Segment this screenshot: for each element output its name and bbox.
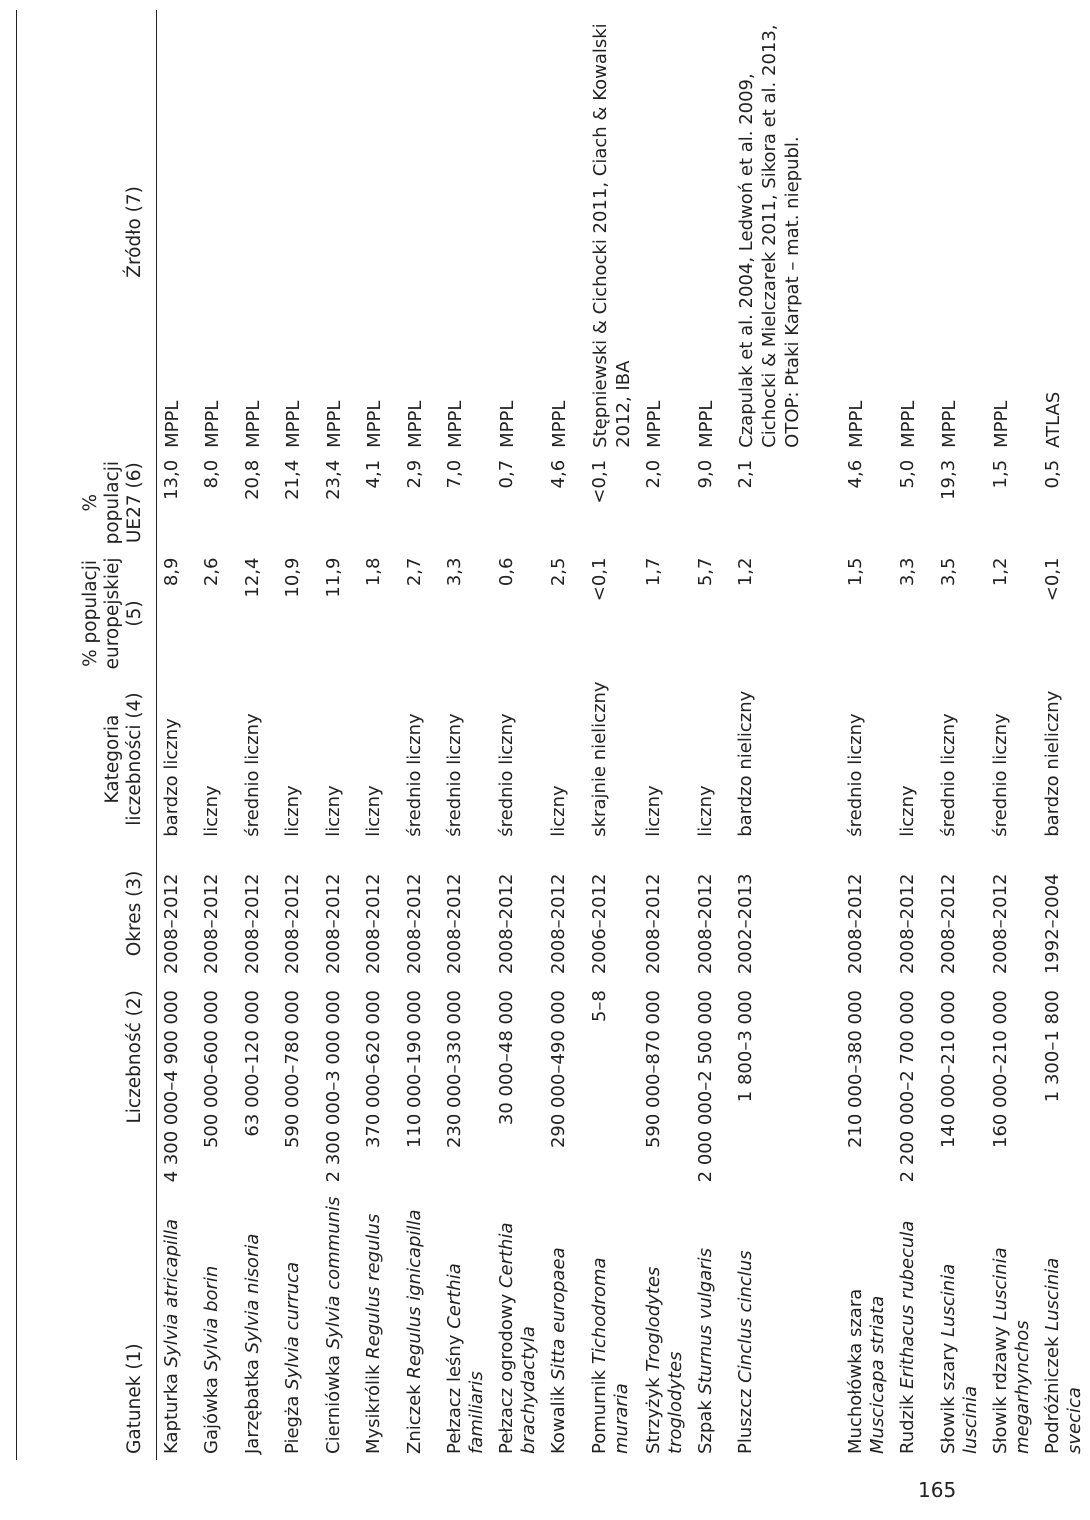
table-row — [238, 10, 279, 1460]
cell-source: MPPL — [283, 400, 304, 448]
cell-ue27: 23,4 — [322, 459, 344, 500]
cell-ue27: 8,0 — [201, 459, 222, 489]
cell-species — [440, 1188, 492, 1460]
cell-category: średnio liczny — [444, 713, 465, 837]
cell-ue27: 20,8 — [241, 459, 263, 500]
cell-source: MPPL — [643, 400, 665, 448]
header-count: Liczebność (2) — [17, 984, 157, 1188]
cell-species — [585, 1188, 639, 1460]
cell-category: średnio liczny — [845, 713, 866, 837]
cell-period: 2008–2012 — [989, 873, 1011, 975]
species-latin-name: Muscicapa striata — [867, 1295, 888, 1454]
table-row — [585, 10, 639, 1460]
cell-eu: 5,7 — [694, 557, 716, 587]
cell-eu: 3,5 — [937, 557, 959, 587]
table-row — [986, 10, 1038, 1460]
cell-ue27: 5,0 — [897, 459, 918, 489]
species-common-name: Strzyżyk — [642, 1377, 664, 1454]
cell-species — [278, 1188, 319, 1460]
cell-species — [934, 1188, 986, 1460]
cell-eu: 8,9 — [161, 557, 182, 587]
species-common-name: Kowalik — [548, 1385, 569, 1454]
species-latin-name: Sturnus vulgaris — [694, 1247, 716, 1395]
cell-ue27: 19,3 — [937, 459, 959, 500]
species-common-name: Słowik rdzawy — [989, 1326, 1011, 1454]
species-common-name: Zniczek — [403, 1384, 425, 1454]
cell-period: 2008–2012 — [937, 873, 959, 975]
cell-species — [359, 1188, 400, 1460]
cell-count: 4 300 000–4 900 000 — [161, 990, 182, 1183]
cell-count: 590 000–870 000 — [642, 990, 664, 1149]
species-common-name: Kapturka — [161, 1373, 182, 1454]
cell-ue27: 1,5 — [989, 459, 1011, 489]
cell-eu: <0,1 — [1041, 557, 1063, 602]
header-period: Okres (3) — [17, 843, 157, 984]
cell-species — [492, 1188, 544, 1460]
cell-source: MPPL — [445, 400, 466, 448]
cell-eu: 3,3 — [897, 557, 918, 587]
cell-category: liczny — [282, 785, 303, 837]
cell-period: 2002–2013 — [735, 873, 756, 975]
cell-source: MPPL — [364, 400, 385, 448]
species-latin-name: Cinclus cinclus — [735, 1250, 756, 1383]
cell-ue27: 7,0 — [444, 459, 465, 489]
cell-period: 2008–2012 — [282, 873, 303, 975]
species-common-name: Pomurnik — [588, 1369, 610, 1454]
cell-eu: 12,4 — [241, 557, 263, 598]
table-row — [319, 10, 360, 1460]
cell-period: 2008–2012 — [642, 873, 664, 975]
species-latin-name: Sylvia communis — [322, 1196, 344, 1350]
cell-period: 2008–2012 — [201, 873, 222, 975]
table-row — [400, 10, 441, 1460]
species-latin-name: Certhia familiaris — [444, 1263, 487, 1454]
cell-eu: 2,6 — [201, 557, 222, 587]
cell-period: 2008–2012 — [403, 873, 425, 975]
cell-count: 1 300–1 800 — [1041, 990, 1063, 1103]
cell-eu: <0,1 — [588, 557, 610, 602]
cell-species — [639, 1188, 691, 1460]
species-latin-name: Sitta europaea — [548, 1247, 569, 1381]
cell-count: 230 000–330 000 — [444, 990, 465, 1149]
table-row — [934, 10, 986, 1460]
table-row — [492, 10, 544, 1460]
cell-eu: 3,3 — [444, 557, 465, 587]
cell-eu: 11,9 — [322, 557, 344, 598]
cell-category: liczny — [694, 785, 716, 837]
cell-category: średnio liczny — [937, 713, 959, 837]
cell-count: 290 000–490 000 — [548, 990, 569, 1149]
species-common-name: Słowik szary — [937, 1342, 959, 1454]
cell-eu: 1,5 — [845, 557, 866, 587]
cell-category: średnio liczny — [403, 713, 425, 837]
cell-count: 30 000–48 000 — [496, 990, 517, 1126]
table-header-row — [17, 10, 157, 1460]
cell-species — [1038, 1188, 1090, 1460]
header-species: Gatunek (1) — [17, 1188, 157, 1460]
cell-category: liczny — [363, 785, 384, 837]
cell-category: bardzo nieliczny — [1041, 690, 1063, 837]
cell-category: liczny — [897, 785, 918, 837]
cell-category: liczny — [642, 785, 664, 837]
cell-ue27: 4,6 — [845, 459, 866, 489]
cell-species — [986, 1188, 1038, 1460]
cell-source: MPPL — [162, 400, 183, 448]
cell-category: skrajnie nieliczny — [588, 681, 610, 837]
cell-source: MPPL — [404, 400, 426, 448]
cell-period: 2008–2012 — [548, 873, 569, 975]
cell-ue27: 0,7 — [496, 459, 517, 489]
species-common-name: Pełzacz ogrodowy — [496, 1293, 517, 1454]
cell-count: 63 000–120 000 — [241, 990, 263, 1137]
species-latin-name: Regulus ignicapilla — [403, 1209, 425, 1379]
cell-count: 370 000–620 000 — [363, 990, 384, 1149]
cell-count: 5–8 — [588, 990, 610, 1023]
cell-source: MPPL — [549, 400, 570, 448]
cell-source: ATLAS — [1042, 391, 1064, 448]
cell-species — [400, 1188, 441, 1460]
cell-category: bardzo liczny — [161, 718, 182, 837]
cell-eu: 1,2 — [989, 557, 1011, 587]
cell-eu: 10,9 — [282, 557, 303, 598]
cell-species — [731, 1188, 841, 1460]
cell-period: 2008–2012 — [845, 873, 866, 975]
cell-species — [238, 1188, 279, 1460]
cell-source: MPPL — [846, 400, 867, 448]
table-row — [157, 10, 198, 1460]
cell-count: 140 000–210 000 — [937, 990, 959, 1149]
table-row — [691, 10, 732, 1460]
cell-ue27: 2,0 — [642, 459, 664, 489]
page-number: 165 — [918, 1478, 957, 1502]
cell-count: 160 000–210 000 — [989, 990, 1011, 1149]
cell-ue27: 2,1 — [735, 459, 756, 489]
cell-species — [319, 1188, 360, 1460]
cell-category: liczny — [201, 785, 222, 837]
cell-ue27: 21,4 — [282, 459, 303, 500]
species-common-name: Muchołówka szara — [845, 1288, 866, 1454]
cell-ue27: 9,0 — [694, 459, 716, 489]
table-row — [197, 10, 238, 1460]
cell-species — [691, 1188, 732, 1460]
cell-eu: 0,6 — [496, 557, 517, 587]
cell-source: Czapulak et al. 2004, Ledwoń et al. 2009, Cichocki & Mielczarek 2011, Sikora et al. 2013, OTOP: Ptaki Karpat – mat. niepubl. — [736, 24, 803, 448]
species-latin-name: Luscinia megarhynchos — [989, 1247, 1033, 1454]
species-latin-name: Regulus regulus — [363, 1213, 384, 1359]
cell-source: MPPL — [695, 400, 717, 448]
cell-eu: 2,7 — [403, 557, 425, 587]
cell-period: 2008–2012 — [694, 873, 716, 975]
cell-eu: 1,8 — [363, 557, 384, 587]
cell-eu: 1,7 — [642, 557, 664, 587]
species-latin-name: Erithacus rubecula — [897, 1220, 918, 1389]
species-common-name: Jarzębatka — [241, 1359, 263, 1454]
cell-source: MPPL — [938, 400, 960, 448]
cell-count: 210 000–380 000 — [845, 990, 866, 1149]
cell-period: 2008–2012 — [897, 873, 918, 975]
table-row — [639, 10, 691, 1460]
cell-ue27: 4,6 — [548, 459, 569, 489]
cell-count: 2 200 000–2 700 000 — [897, 990, 918, 1183]
table-row — [1038, 10, 1090, 1460]
species-common-name: Pełzacz leśny — [444, 1334, 465, 1454]
cell-species — [157, 1188, 198, 1460]
species-common-name: Pluszcz — [735, 1388, 756, 1454]
cell-count: 500 000–600 000 — [201, 990, 222, 1149]
cell-category: liczny — [322, 785, 344, 837]
cell-ue27: 0,5 — [1041, 459, 1063, 489]
species-latin-name: Tichodroma muraria — [588, 1257, 632, 1454]
cell-category: średnio liczny — [989, 713, 1011, 837]
cell-category: bardzo nieliczny — [735, 690, 756, 837]
cell-category: liczny — [548, 785, 569, 837]
cell-ue27: 4,1 — [363, 459, 384, 489]
cell-source: Stępniewski & Cichocki 2011, Ciach & Kowalski 2012, IBA — [589, 23, 634, 448]
species-common-name: Szpak — [694, 1400, 716, 1454]
species-latin-name: Troglodytes troglodytes — [642, 1266, 686, 1454]
table-row — [278, 10, 319, 1460]
cell-source: MPPL — [898, 400, 919, 448]
table-row — [440, 10, 492, 1460]
table-row — [359, 10, 400, 1460]
cell-eu: 2,5 — [548, 557, 569, 587]
species-table — [16, 10, 1090, 1460]
cell-count: 590 000–780 000 — [282, 990, 303, 1149]
species-common-name: Cierniówka — [322, 1354, 344, 1454]
cell-count: 1 800–3 000 — [735, 990, 756, 1103]
species-common-name: Piegża — [282, 1395, 303, 1454]
table-body — [157, 10, 1090, 1460]
species-latin-name: Sylvia curruca — [282, 1261, 303, 1390]
cell-ue27: <0,1 — [588, 459, 610, 504]
cell-ue27: 2,9 — [403, 459, 425, 489]
table-row — [544, 10, 585, 1460]
species-common-name: Gajówka — [201, 1377, 222, 1454]
cell-eu: 1,2 — [735, 557, 756, 587]
cell-source: MPPL — [202, 400, 223, 448]
cell-source: MPPL — [990, 400, 1012, 448]
cell-source: MPPL — [497, 400, 518, 448]
cell-source: MPPL — [242, 400, 264, 448]
species-latin-name: Luscinia svecica — [1041, 1257, 1085, 1454]
cell-count: 110 000–190 000 — [403, 990, 425, 1149]
cell-count: 2 300 000–3 000 000 — [322, 990, 344, 1183]
species-common-name: Podróżniczek — [1041, 1336, 1063, 1454]
cell-period: 1992–2004 — [1041, 873, 1063, 975]
species-latin-name: Sylvia atricapilla — [161, 1218, 182, 1368]
cell-period: 2008–2012 — [241, 873, 263, 975]
cell-species — [893, 1188, 934, 1460]
header-source: Źródło (7) — [17, 10, 157, 454]
species-latin-name: Sylvia borin — [201, 1265, 222, 1372]
cell-count: 2 000 000–2 500 000 — [694, 990, 716, 1183]
cell-period: 2006–2012 — [588, 873, 610, 975]
species-latin-name: Luscinia luscinia — [937, 1263, 981, 1454]
header-eu-pop: % populacji europejskiej (5) — [17, 552, 157, 676]
species-latin-name: Sylvia nisoria — [241, 1233, 263, 1354]
cell-category: średnio liczny — [241, 713, 263, 837]
cell-ue27: 13,0 — [161, 459, 182, 500]
cell-period: 2008–2012 — [363, 873, 384, 975]
species-latin-name: Certhia brachydactyla — [496, 1222, 539, 1454]
cell-species — [544, 1188, 585, 1460]
table-row — [841, 10, 893, 1460]
cell-period: 2008–2012 — [322, 873, 344, 975]
header-category: Kategoria liczebności (4) — [17, 675, 157, 842]
cell-species — [841, 1188, 893, 1460]
cell-period: 2008–2012 — [444, 873, 465, 975]
cell-period: 2008–2012 — [496, 873, 517, 975]
cell-period: 2008–2012 — [161, 873, 182, 975]
cell-category: średnio liczny — [496, 713, 517, 837]
cell-source: MPPL — [323, 400, 345, 448]
species-common-name: Mysikrólik — [363, 1364, 384, 1454]
cell-species — [197, 1188, 238, 1460]
header-ue27-pop: % populacji UE27 (6) — [17, 454, 157, 552]
table-row — [731, 10, 841, 1460]
species-common-name: Rudzik — [897, 1394, 918, 1454]
table-row — [893, 10, 934, 1460]
